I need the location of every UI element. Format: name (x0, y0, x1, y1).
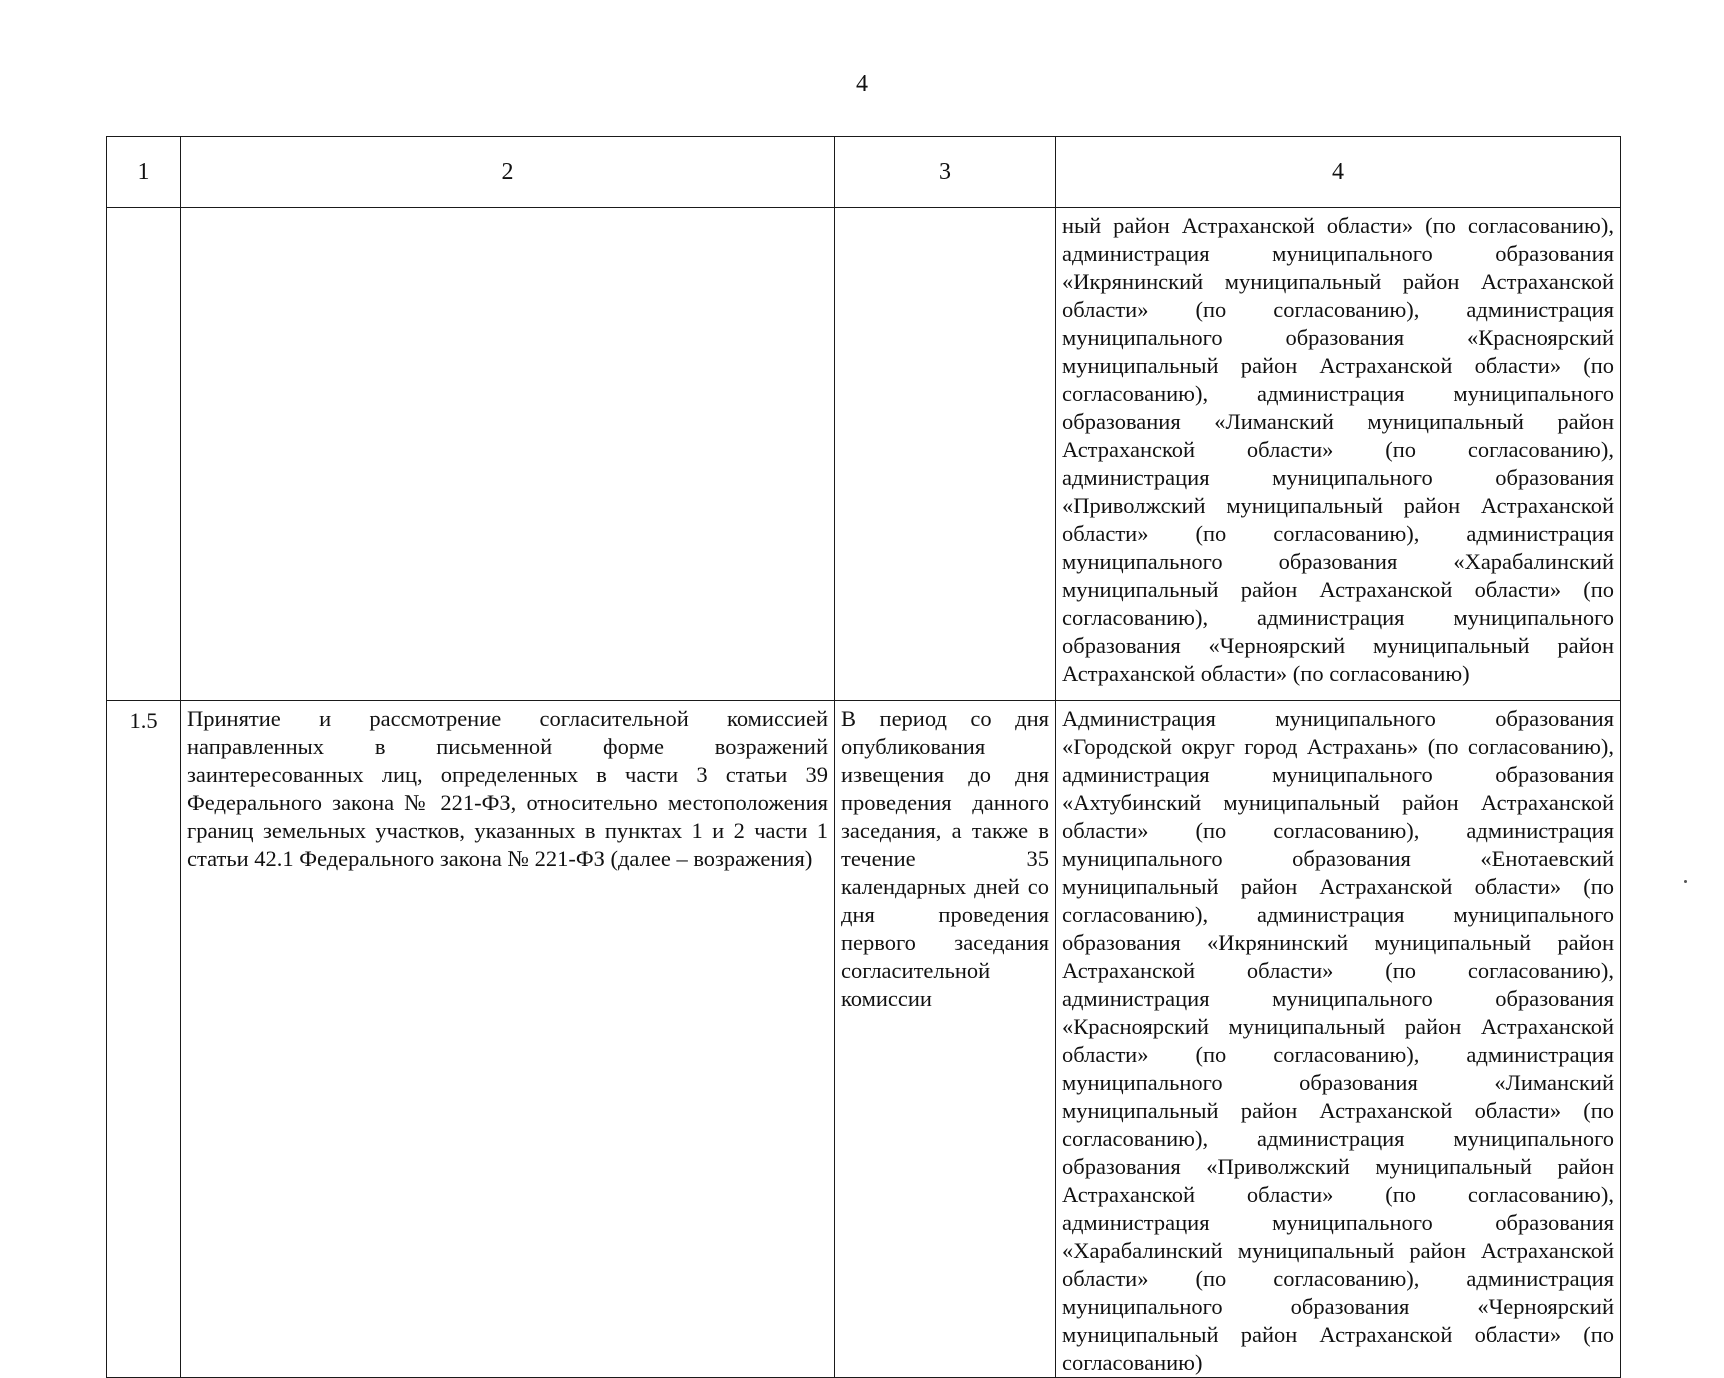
row-number-cell (107, 208, 181, 701)
table-row (107, 208, 1621, 701)
description-text: Принятие и рассмотрение согласительной комиссией направленных в письменной форме возражений заинтересованных лиц, определенных в части 3 статьи 39 Федерального закона № 221-ФЗ, относительно местоположения границ земельных участков, указанных в пунктах 1 и 2 части 1 статьи 42.1 Федерального закона № 221-ФЗ (далее – возражения) (187, 706, 828, 871)
period-cell (835, 208, 1056, 701)
page-number: 4 (856, 71, 868, 97)
row-number (107, 208, 180, 214)
description-cell (181, 701, 835, 1378)
period-text: В период со дня опубликования извещения до дня проведения данного заседания, а также в течение 35 календарных дней со дня проведения первого заседания согласительной комиссии (841, 706, 1049, 1011)
table-header-row (107, 137, 1621, 208)
column-header-4: 4 (1056, 137, 1621, 208)
responsible-text: Администрация муниципального образования «Городской округ город Астрахань» (по согласованию), администрация муниципального образования «Ахтубинский муниципальный район Астраханской области» (по согласованию), администрация муниципального образования «Енотаевский муниципальный район Астраханской области» (по согласованию), администрация муниципального образования «Икрянинский муниципальный район Астраханской области» (по согласованию), администрация муниципального образования «Красноярский муниципальный район Астраханской области» (по согласованию), администрация муниципального образования «Лиманский муниципальный район Астраханской области» (по согласованию), администрация муниципального образования «Приволжский муниципальный район Астраханской области» (по согласованию), администрация муниципального образования «Харабалинский муниципальный район Астраханской области» (по согласованию), администрация муниципального образования «Черноярский муниципальный район Астраханской области» (по согласованию) (1062, 706, 1614, 1375)
column-header-2: 2 (181, 137, 835, 208)
responsible-cell (1056, 208, 1621, 701)
period-text (835, 208, 1055, 212)
row-number: 1.5 (129, 708, 158, 733)
responsible-text: ный район Астраханской области» (по согласованию), администрация муниципального образования «Икрянинский муниципальный район Астраханской области» (по согласованию), администрация муниципального образования «Красноярский муниципальный район Астраханской области» (по согласованию), администрация муниципального образования «Лиманский муниципальный район Астраханской области» (по согласованию), администрация муниципального образования «Приволжский муниципальный район Астраханской области» (по согласованию), администрация муниципального образования «Харабалинский муниципальный район Астраханской области» (по согласованию), администрация муниципального образования «Черноярский муниципальный район Астраханской области» (по согласованию) (1062, 213, 1614, 686)
period-cell (835, 701, 1056, 1378)
scan-speck (1684, 880, 1687, 883)
column-header-3: 3 (835, 137, 1056, 208)
column-header-1: 1 (107, 137, 181, 208)
row-number-cell (107, 701, 181, 1378)
description-text (181, 208, 834, 212)
description-cell (181, 208, 835, 701)
responsible-cell (1056, 701, 1621, 1378)
measures-table (106, 136, 1621, 1378)
table-row (107, 701, 1621, 1378)
